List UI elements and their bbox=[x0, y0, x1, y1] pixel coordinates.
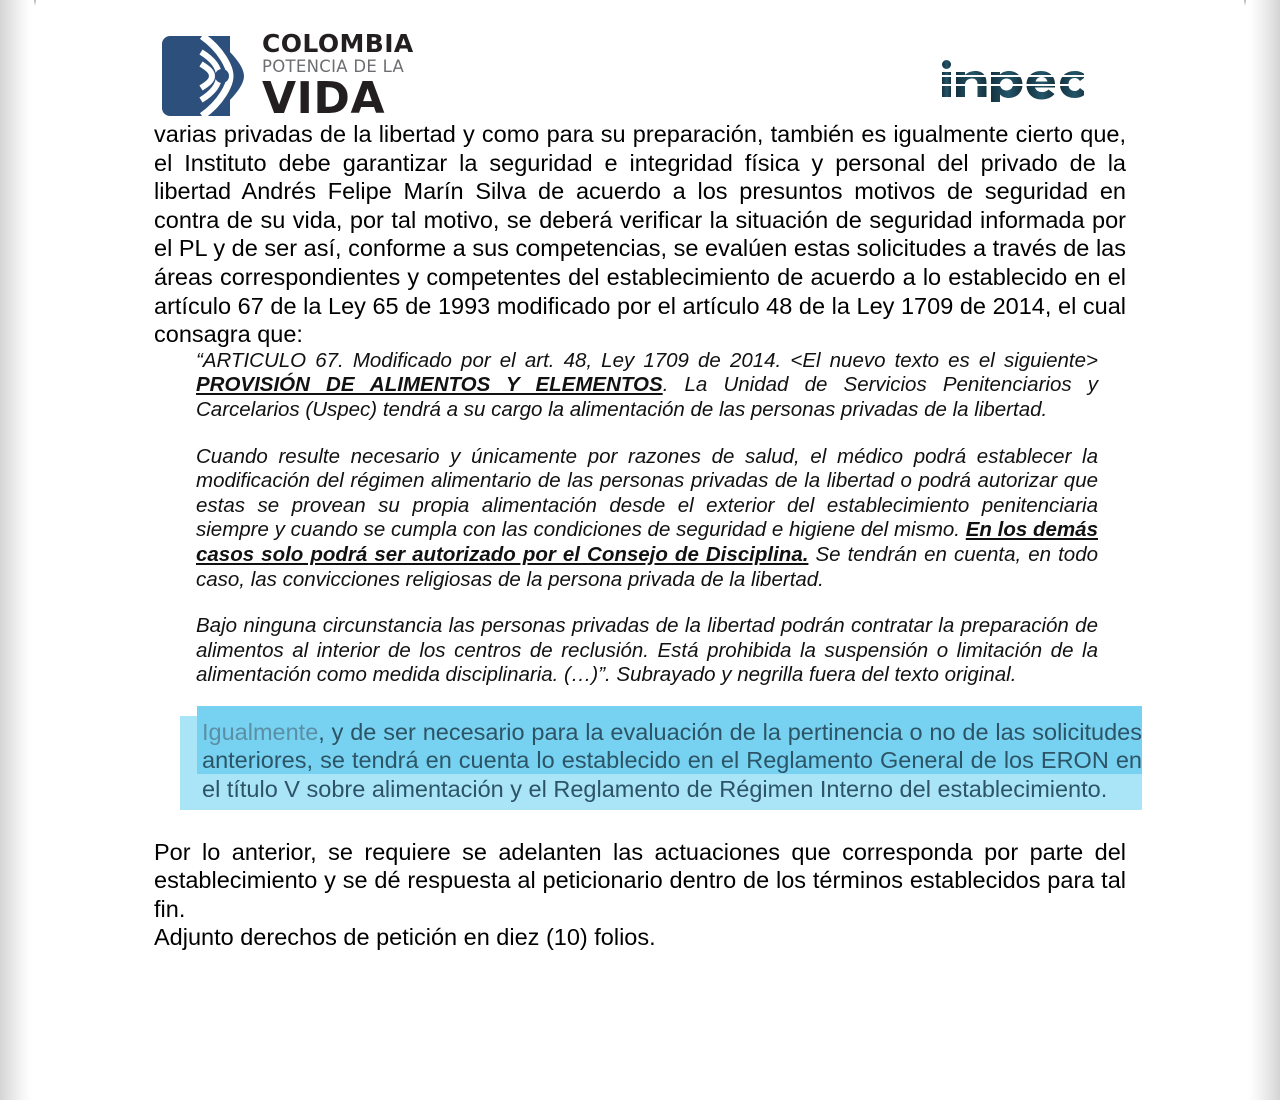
quote-2-text-before: Cuando resulte necesario y únicamente por razones de salud, el médico podrá establecer la modificación del régimen alimentario de las personas privadas de la libertad o podrá autorizar que estas se provean su propia alimentación desde el exterior del establecimiento penitenciaria siempre y cuando se cumpla con las condiciones de seguridad e higiene del mismo. bbox=[196, 444, 1098, 542]
closing-paragraph-1: Por lo anterior, se requiere se adelanten las actuaciones que corresponda por parte del establecimiento y se dé respuesta al peticionario dentro de los términos establecidos para tal fin. bbox=[154, 838, 1126, 922]
quote-1-text-after: . La Unidad de Servicios Penitenciarios y Carcelarios (Uspec) tendrá a su cargo la alimentación de las personas privadas de la libertad. bbox=[196, 373, 1098, 421]
highlighted-paragraph-text bbox=[180, 716, 1142, 810]
inpec-logo bbox=[938, 58, 1084, 102]
quote-2-text-after: Se tendrán en cuenta, en todo caso, las convicciones religiosas de la persona privada de la libertad. bbox=[196, 542, 1098, 591]
quoted-article-block bbox=[154, 349, 1126, 688]
colombia-logo-line-2: POTENCIA DE LA bbox=[262, 57, 405, 77]
colombia-emblem-icon bbox=[156, 30, 252, 122]
document-header bbox=[36, 0, 1244, 124]
colombia-logo-wordmark bbox=[262, 29, 414, 124]
colombia-logo-line-3: VIDA bbox=[262, 72, 385, 124]
quote-paragraph-2 bbox=[196, 445, 1098, 593]
quote-1-emphasis: PROVISIÓN DE ALIMENTOS Y ELEMENTOS bbox=[196, 373, 663, 397]
highlight-lead-word: Igualmente bbox=[202, 718, 319, 745]
highlight-rest-text: , y de ser necesario para la evaluación de la pertinencia o no de las solicitudes anteriores, se tendrá en cuenta lo establecido en el Reglamento General de los ERON en el título V sobre alimentación y el Reglamento de Régimen Interno del establecimiento. bbox=[202, 718, 1142, 803]
intro-paragraph: varias privadas de la libertad y como para su preparación, también es igualmente cierto que, el Instituto debe garantizar la seguridad e integridad física y personal del privado de la libertad Andrés Felipe Marín Silva de acuerdo a los presuntos motivos de seguridad en contra de su vida, por tal motivo, se deberá verificar la situación de seguridad informada por el PL y de ser así, conforme a sus competencias, se evalúen estas solicitudes a través de las áreas correspondientes y competentes del establecimiento de acuerdo a lo establecido en el artículo 67 de la Ley 65 de 1993 modificado por el artículo 48 de la Ley 1709 de 2014, el cual consagra que: bbox=[154, 121, 1126, 348]
quote-paragraph-1 bbox=[196, 349, 1098, 423]
page-right-shadow bbox=[1246, 0, 1280, 1100]
colombia-logo bbox=[156, 30, 414, 122]
closing-paragraph-2: Adjunto derechos de petición en diez (10) folios. bbox=[154, 924, 656, 951]
quote-1-text-before: “ARTICULO 67. Modificado por el art. 48, Ley 1709 de 2014. <El nuevo texto es el siguiente> bbox=[196, 348, 1098, 372]
document-body bbox=[36, 120, 1244, 952]
quote-2-emphasis: En los demás casos solo podrá ser autorizado por el Consejo de Disciplina. bbox=[196, 518, 1098, 566]
page-left-shadow bbox=[0, 0, 34, 1100]
quote-paragraph-3: Bajo ninguna circunstancia las personas privadas de la libertad podrán contratar la preparación de alimentos al interior de los centros de reclusión. Está prohibida la suspensión o limitación de la alimentación como medida disciplinaria. (…)”. Subrayado y negrilla fuera del texto original. bbox=[196, 614, 1098, 687]
colombia-logo-line-1: COLOMBIA bbox=[262, 29, 414, 59]
document-page bbox=[36, 0, 1244, 1100]
highlighted-paragraph[interactable] bbox=[180, 716, 1142, 810]
inpec-wordmark-icon bbox=[938, 58, 1084, 102]
